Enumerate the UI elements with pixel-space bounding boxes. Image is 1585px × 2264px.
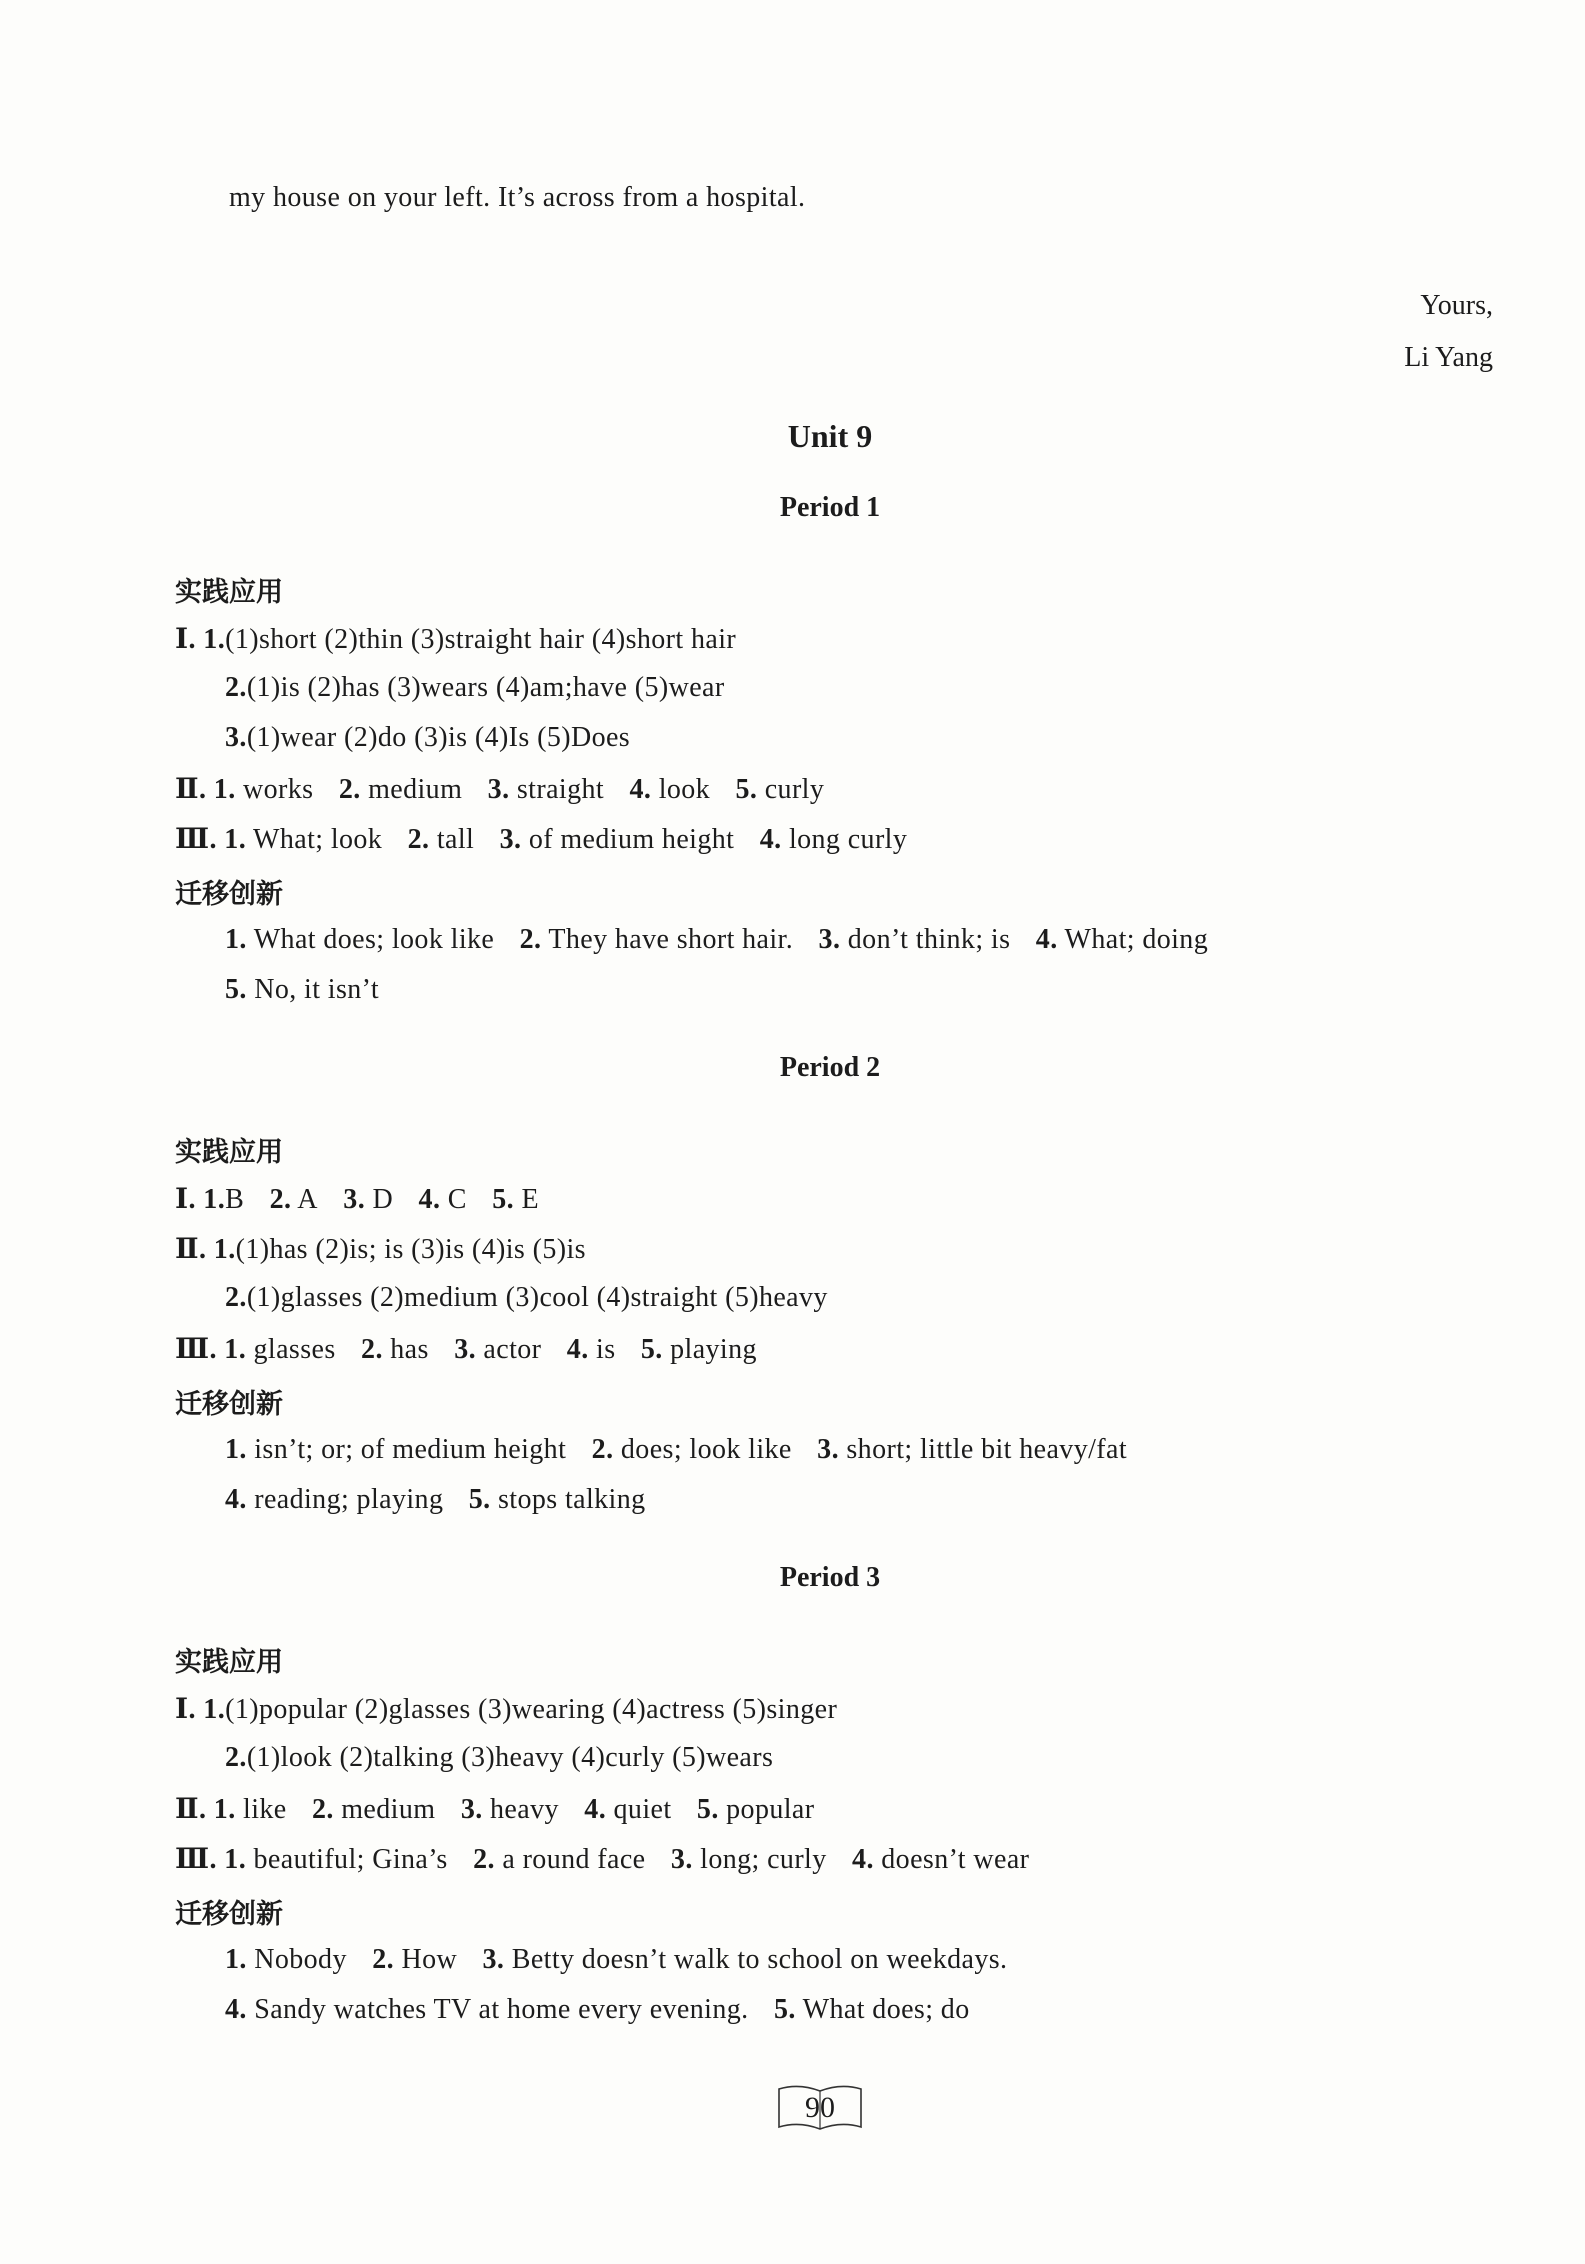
p2-extension-row-1: 1. isn’t; or; of medium height 2. does; look like 3. short; little bit heavy/fat	[225, 1434, 1128, 1465]
p1-practice-row-5: Ⅲ. 1. What; look 2. tall 3. of medium height 4. long curly	[175, 824, 908, 855]
period-3-practice-heading: 实践应用	[175, 1647, 283, 1678]
p3-practice-row-4: Ⅲ. 1. beautiful; Gina’s 2. a round face 3. long; curly 4. doesn’t wear	[175, 1844, 1030, 1875]
p1-extension-row-1: 1. What does; look like 2. They have short hair. 3. don’t think; is 4. What; doing	[225, 924, 1209, 955]
p3-practice-row-2: 2.(1)look (2)talking (3)heavy (4)curly (5)wears	[225, 1742, 774, 1773]
p1-practice-row-4: Ⅱ. 1. works 2. medium 3. straight 4. look 5. curly	[175, 774, 825, 805]
p3-practice-row-1: Ⅰ. 1.(1)popular (2)glasses (3)wearing (4)actress (5)singer	[175, 1694, 838, 1725]
p1-practice-row-1: Ⅰ. 1.(1)short (2)thin (3)straight hair (4)short hair	[175, 624, 737, 655]
period-2-practice-heading: 实践应用	[175, 1137, 283, 1168]
p2-practice-row-3: 2.(1)glasses (2)medium (3)cool (4)straight (5)heavy	[225, 1282, 828, 1313]
unit-title: Unit 9	[787, 418, 873, 454]
period-2-extension-heading: 迁移创新	[175, 1389, 283, 1420]
period-2-title: Period 2	[779, 1052, 881, 1083]
period-1-practice-heading: 实践应用	[175, 577, 283, 608]
p2-practice-row-1: Ⅰ. 1.B 2. A 3. D 4. C 5. E	[175, 1184, 539, 1215]
p1-extension-row-2: 5. No, it isn’t	[225, 974, 380, 1005]
p2-practice-row-2: Ⅱ. 1.(1)has (2)is; is (3)is (4)is (5)is	[175, 1234, 586, 1265]
p2-extension-row-2: 4. reading; playing 5. stops talking	[225, 1484, 646, 1515]
letter-last-line: my house on your left. It’s across from a hospital.	[229, 182, 806, 213]
period-1-extension-heading: 迁移创新	[175, 879, 283, 910]
p2-practice-row-4: Ⅲ. 1. glasses 2. has 3. actor 4. is 5. playing	[175, 1334, 757, 1365]
period-3-title: Period 3	[779, 1562, 881, 1593]
p1-practice-row-2: 2.(1)is (2)has (3)wears (4)am;have (5)wear	[225, 672, 725, 703]
letter-signature: Li Yang	[1404, 342, 1493, 373]
page-number-text: 90	[805, 2091, 835, 2124]
page-number	[775, 2083, 865, 2135]
period-1-title: Period 1	[779, 492, 881, 523]
letter-closing: Yours,	[1420, 290, 1493, 321]
p3-extension-row-1: 1. Nobody 2. How 3. Betty doesn’t walk to school on weekdays.	[225, 1944, 1008, 1975]
p3-extension-row-2: 4. Sandy watches TV at home every evening. 5. What does; do	[225, 1994, 970, 2025]
p3-practice-row-3: Ⅱ. 1. like 2. medium 3. heavy 4. quiet 5. popular	[175, 1794, 815, 1825]
p1-practice-row-3: 3.(1)wear (2)do (3)is (4)Is (5)Does	[225, 722, 631, 753]
period-3-extension-heading: 迁移创新	[175, 1899, 283, 1930]
